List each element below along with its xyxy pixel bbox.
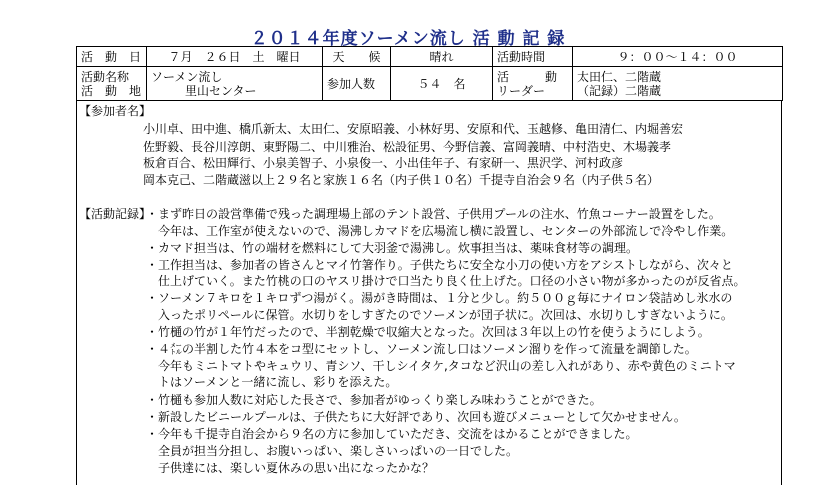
weather-value: 晴れ — [391, 47, 493, 67]
record-line: 子供達には、楽しい夏休みの思い出になったかな？ — [146, 461, 435, 475]
leader-value-2: （記録）二階蔵 — [577, 83, 662, 98]
record-line: ・新設したビニールプールは、子供たちに大好評であり、次回も遊びメニューとして欠かせません。 — [146, 410, 686, 424]
record-header: 【活動記録】 — [79, 207, 152, 221]
place-label: 活 動 地 — [81, 83, 142, 98]
record-line: ・竹樋も参加人数に対応した長さで、参加者がゆっくり楽しみ味わうことができた。 — [146, 393, 602, 407]
record-line: 今年は、工作室が使えないので、湯沸しカマドを広場流し横に設置し、センターの外部流しで冷やし作業。 — [146, 224, 734, 238]
name-place-values — [147, 67, 323, 101]
leader-values — [573, 67, 783, 101]
record-line: ・４㍍の半割した竹４本をコ型にセットし、ソーメン流し口はソーメン溜りを作って流量を調節した。 — [146, 342, 697, 356]
count-value: ５４ 名 — [391, 67, 493, 101]
time-label: 活動時間 — [493, 47, 573, 67]
leader-label-2: リーダー — [497, 83, 546, 98]
participants-line: 小川卓、田中進、橋爪新太、太田仁、安原昭義、小林好男、安原和代、玉越修、亀田清仁、内堀善宏 — [143, 122, 684, 136]
participants-line: 板倉百合、松田輝行、小泉美智子、小泉俊一、小出佳年子、有家研一、黒沢学、河村政彦 — [143, 156, 624, 170]
record-line: ・カマド担当は、竹の端材を燃料にして大羽釜で湯沸し。炊事担当は、薬味食材等の調理。 — [146, 241, 639, 255]
participants-line: 佐野毅、長谷川淳朗、東野陽二、中川雅治、松設征男、今野信義、富岡義晴、中村浩史、木場義孝 — [143, 140, 672, 154]
record-line: 全員が担当分担し、お腹いっぱい、楽しさいっぱいの一日でした。 — [146, 444, 519, 458]
record-line: 仕上げていく。また竹桃の口のヤスリ掛けで口当たり良く仕上げた。口径の小さい物が多かったのが反省点。 — [146, 274, 746, 288]
record-line: 入ったポリペールに保管。水切りをしすぎたのでソーメンが団子状に。次回は、水切りしすぎないように。 — [146, 308, 733, 322]
date-label: 活 動 日 — [77, 47, 147, 67]
count-label: 参加人数 — [323, 67, 391, 101]
name-place-labels — [77, 67, 147, 101]
time-value: ９：００～１４：００ — [573, 47, 783, 67]
name-value: ソーメン流し — [151, 69, 223, 84]
leader-labels — [493, 67, 573, 101]
name-label: 活動名称 — [81, 69, 130, 84]
leader-label-1: 活 動 — [497, 69, 558, 84]
place-value: 里山センター — [185, 83, 257, 98]
record-line: ・まず昨日の設営準備で残った調理場上部のテント設営、子供用プールの注水、竹魚コーナー設置をした。 — [146, 207, 721, 221]
record-line: ・竹樋の竹が１年竹だったので、半割乾燥で収縮大となった。次回は３年以上の竹を使うようにしよう。 — [146, 325, 710, 339]
record-line: 今年もミニトマトやキュウリ、青シソ、干しシイタケ,タコなど沢山の差し入れがあり、赤や黄色のミニトマ — [146, 359, 736, 373]
participants-header: 【参加者名】 — [79, 104, 152, 118]
record-line: ・ソーメン７キロを１キロずつ湯がく。湯がき時間は、１分と少し。約５００ｇ毎にナイロン袋詰めし氷水の — [146, 291, 733, 305]
record-line: トはソーメンと一緒に流し、彩りを添えた。 — [146, 375, 398, 389]
date-value: ７月 ２６日 土 曜日 — [147, 47, 323, 67]
leader-value-1: 太田仁、二階蔵 — [577, 69, 662, 84]
page-title: ２０１４年度ソーメン流し 活 動 記 録 — [250, 29, 566, 49]
participants-line: 岡本克己、二階蔵滋以上２９名と家族１６名（内子供１０名）千提寺自治会９名（内子供５名） — [143, 173, 660, 187]
record-line: ・工作担当は、参加者の皆さんとマイ竹箸作り。子供たちに安全な小刀の使い方をアシストしながら、次々と — [146, 258, 733, 272]
info-table — [76, 46, 783, 101]
weather-label: 天 候 — [323, 47, 391, 67]
record-line: ・今年も千提寺自治会から９名の方に参加していただき、交流をはかることができました。 — [146, 427, 638, 441]
